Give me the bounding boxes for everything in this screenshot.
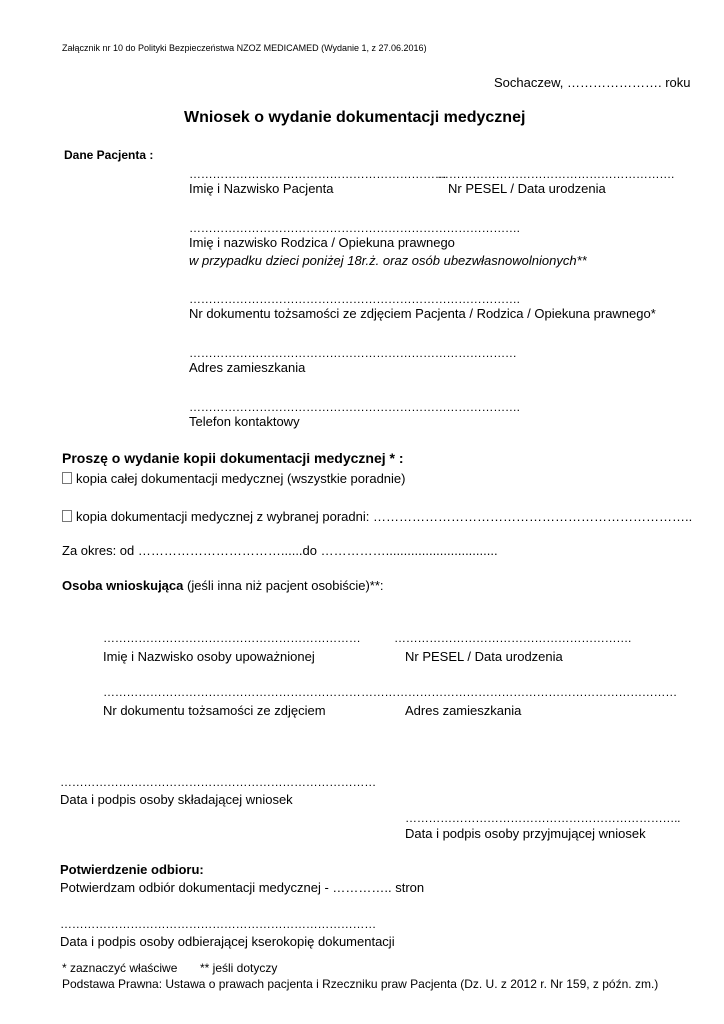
applicant-name-field[interactable]: ………………………………………………………… (103, 631, 361, 645)
patient-section-label: Dane Pacjenta : (64, 148, 154, 162)
id-document-field[interactable]: …………………………………………………………………………. (189, 292, 520, 306)
patient-pesel-label: Nr PESEL / Data urodzenia (448, 181, 606, 196)
receiver-signature-field[interactable]: …………………………………………………………….. (405, 811, 681, 825)
applicant-signature-label: Data i podpis osoby składającej wniosek (60, 792, 293, 807)
applicant-address-label: Adres zamieszkania (405, 703, 522, 718)
option-selected-label: kopia dokumentacji medycznej z wybranej poradni: ……………………………………………………………….. (76, 509, 693, 524)
patient-name-field[interactable]: ………………………………………………………… (189, 167, 447, 181)
receipt-signature-label: Data i podpis osoby odbierającej kserokopię dokumentacji (60, 934, 395, 949)
receipt-signature-field[interactable]: ……………………………………………………………………… (60, 917, 376, 931)
patient-pesel-field[interactable]: ……………………………………………………. (437, 167, 675, 181)
annex-note: Załącznik nr 10 do Polityki Bezpieczeństwa NZOZ MEDICAMED (Wydanie 1, z 27.06.2016) (62, 43, 427, 53)
patient-name-label: Imię i Nazwisko Pacjenta (189, 181, 334, 196)
legal-basis: Podstawa Prawna: Ustawa o prawach pacjenta i Rzeczniku praw Pacjenta (Dz. U. z 2012 r. Nr 159, z późn. zm.) (62, 977, 659, 991)
guardian-name-label: Imię i nazwisko Rodzica / Opiekuna prawnego (189, 235, 455, 250)
phone-label: Telefon kontaktowy (189, 414, 300, 429)
phone-field[interactable]: …………………………………………………………………………. (189, 400, 520, 414)
applicant-heading-bold: Osoba wnioskująca (62, 578, 184, 593)
id-document-label: Nr dokumentu tożsamości ze zdjęciem Pacjenta / Rodzica / Opiekuna prawnego* (189, 306, 656, 321)
option-all-documentation[interactable] (62, 472, 405, 485)
footnote-if-applicable: ** jeśli dotyczy (200, 961, 278, 975)
checkbox-all[interactable] (62, 472, 72, 484)
applicant-heading (62, 579, 384, 592)
receiver-signature-label: Data i podpis osoby przyjmującej wniosek (405, 826, 646, 841)
option-all-label: kopia całej dokumentacji medycznej (wszystkie poradnie) (76, 471, 406, 486)
applicant-pesel-label: Nr PESEL / Data urodzenia (405, 649, 563, 664)
receipt-heading: Potwierdzenie odbioru: (60, 862, 204, 877)
guardian-note: w przypadku dzieci poniżej 18r.ż. oraz osób ubezwłasnowolnionych** (189, 253, 587, 268)
receipt-statement[interactable]: Potwierdzam odbiór dokumentacji medycznej - ………….. stron (60, 880, 425, 895)
footnote-mark-choice: * zaznaczyć właściwe (62, 961, 178, 975)
applicant-name-label: Imię i Nazwisko osoby upoważnionej (103, 649, 315, 664)
address-label: Adres zamieszkania (189, 360, 306, 375)
applicant-id-field[interactable]: ………………………………………………………… (103, 685, 361, 699)
checkbox-selected-clinic[interactable] (62, 510, 72, 522)
page-title: Wniosek o wydanie dokumentacji medycznej (184, 109, 526, 126)
applicant-signature-field[interactable]: ……………………………………………………………………… (60, 775, 376, 789)
applicant-pesel-field[interactable]: ……………………………………………………. (394, 631, 632, 645)
request-heading: Proszę o wydanie kopii dokumentacji medycznej * : (62, 450, 404, 466)
applicant-address-field[interactable]: ……………………………………………………………………… (361, 685, 677, 699)
period-line[interactable]: Za okres: od ……………………………......do ……………............................... (62, 543, 498, 558)
option-selected-clinic[interactable] (62, 510, 692, 523)
guardian-name-field[interactable]: …………………………………………………………………………. (189, 221, 520, 235)
place-date-line[interactable]: Sochaczew, …………………. roku (494, 75, 691, 90)
applicant-heading-rest: (jeśli inna niż pacjent osobiście)**: (183, 578, 384, 593)
applicant-id-label: Nr dokumentu tożsamości ze zdjęciem (103, 703, 326, 718)
address-field[interactable]: ………………………………………………………………………… (189, 346, 517, 360)
